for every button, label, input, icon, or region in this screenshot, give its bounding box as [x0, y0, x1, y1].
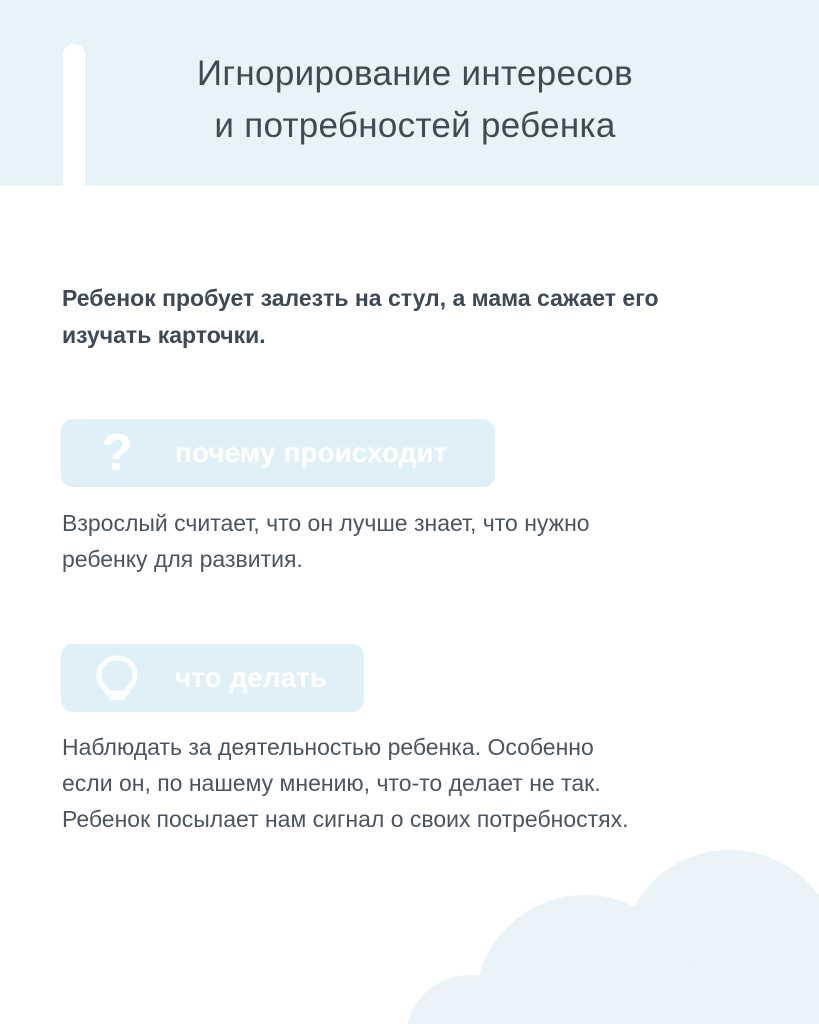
intro-line-2: изучать карточки. [62, 322, 266, 348]
what-text-line-3: Ребенок посылает нам сигнал о своих потребностях. [62, 806, 629, 832]
what-text-line-1: Наблюдать за деятельностью ребенка. Особенно [62, 734, 594, 760]
page-title-line-2: и потребностей ребенка [214, 106, 616, 145]
what-text-line-2: если он, по нашему мнению, что-то делает не так. [62, 770, 601, 796]
why-it-happens-label: почему происходит [175, 437, 448, 468]
page-title-line-1: Игнорирование интересов [196, 54, 634, 93]
why-text-line-1: Взрослый считает, что он лучше знает, что нужно [62, 510, 590, 536]
what-to-do-label: что делать [175, 662, 328, 693]
intro-line-1: Ребенок пробует залезть на стул, а мама сажает его [62, 285, 659, 311]
question-icon: ? [101, 424, 133, 482]
why-text-line-2: ребенку для развития. [62, 546, 303, 572]
